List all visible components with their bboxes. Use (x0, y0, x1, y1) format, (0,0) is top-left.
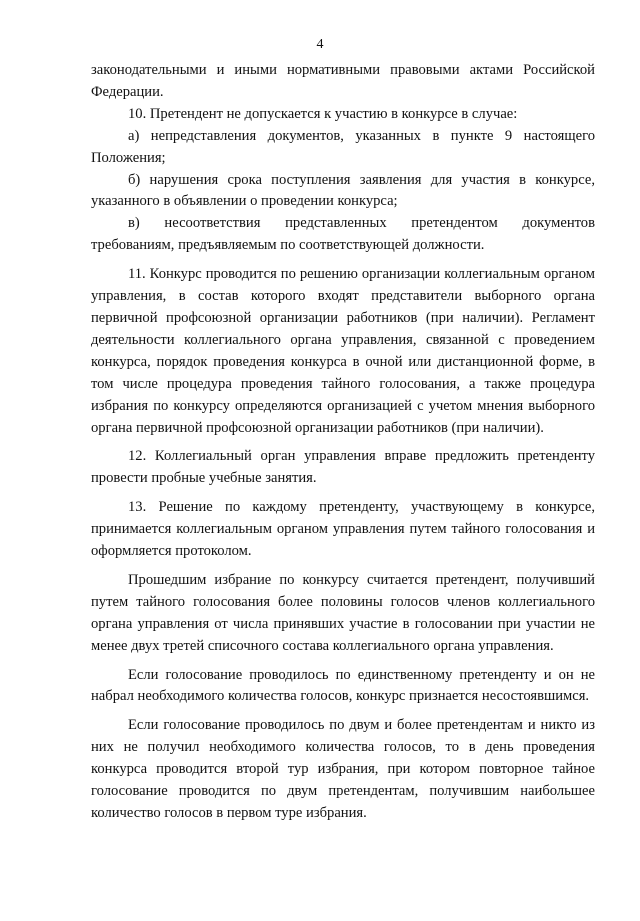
page-number: 4 (316, 37, 324, 52)
paragraph-clause-13: 13. Решение по каждому претенденту, участвующему в конкурсе, принимается коллегиальным органом управления путем тайного голосования и оформляется протоколом. (91, 499, 595, 560)
paragraph-clause-10: 10. Претендент не допускается к участию в конкурсе в случае: (128, 105, 518, 122)
paragraph-clause-10-v: в) несоответствия представленных претендентом документов требованиям, предъявляемым по соответствующей должности. (91, 215, 595, 254)
paragraph-clause-11: 11. Конкурс проводится по решению организации коллегиальным органом управления, в состав которого входят представители выборного органа первичной профсоюзной организации работников (при наличии). Регламент деятельности коллегиального органа управления, связанной с проведением конкурса, порядок проведения конкурса в очной или дистанционной форме, в том числе процедура проведения тайного голосования, а также процедура избрания по конкурсу определяются организацией с учетом мнения выборного органа первичной профсоюзной организации работников (при наличии). (91, 266, 595, 436)
paragraph-continuation: законодательными и иными нормативными правовыми актами Российской Федерации. (91, 62, 595, 100)
paragraph-single-candidate: Если голосование проводилось по единственному претенденту и он не набрал необходимого количества голосов, конкурс признается несостоявшимся. (91, 666, 595, 705)
paragraph-clause-10-b: б) нарушения срока поступления заявления для участия в конкурсе, указанного в объявлении о проведении конкурса; (91, 171, 595, 210)
document-body (91, 60, 595, 825)
paragraph-clause-12: 12. Коллегиальный орган управления вправе предложить претенденту провести пробные учебные занятия. (91, 448, 595, 487)
paragraph-second-round: Если голосование проводилось по двум и более претендентам и никто из них не получил необходимого количества голосов, то в день проведения конкурса проводится второй тур избрания, при котором повторное тайное голосование проводится по двум претендентам, получившим наибольшее количество голосов в первом туре избрания. (91, 717, 595, 821)
paragraph-selection-rule: Прошедшим избрание по конкурсу считается претендент, получивший путем тайного голосования более половины голосов членов коллегиального органа управления от числа принявших участие в голосовании при участии не менее двух третей списочного состава коллегиального органа управления. (91, 571, 595, 654)
paragraph-clause-10-a: а) непредставления документов, указанных в пункте 9 настоящего Положения; (91, 127, 595, 166)
